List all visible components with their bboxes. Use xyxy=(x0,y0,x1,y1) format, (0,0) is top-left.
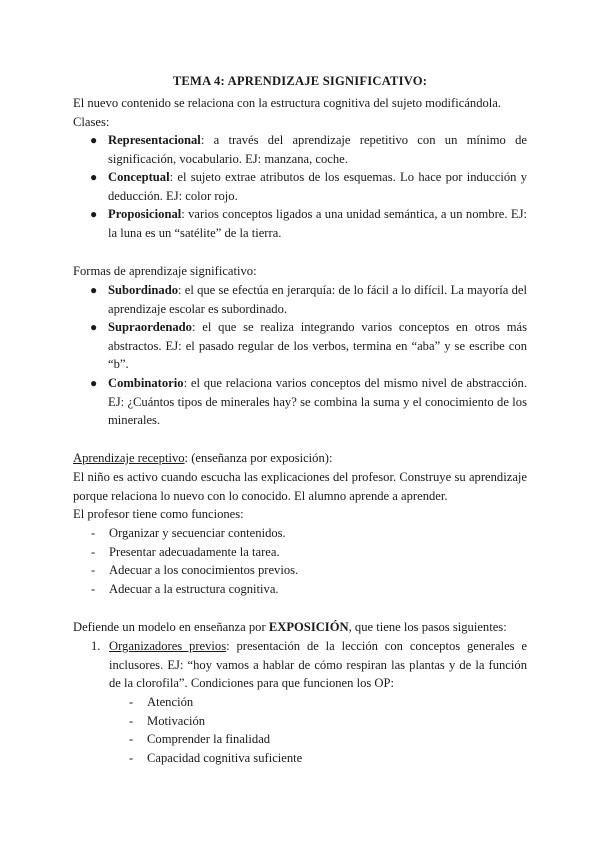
step-text: : presentación de la lección con conceptos generales e inclusores. EJ: “hoy vamos a hablar de cómo respiran las plantas y de la función de la clorofila”. Condiciones para que funcionen los OP: xyxy=(109,639,527,691)
clase-term: Conceptual xyxy=(108,170,170,185)
exposicion-bold: EXPOSICIÓN xyxy=(268,620,349,634)
bullet-icon: ● xyxy=(90,320,98,335)
funciones-label: El profesor tiene como funciones: xyxy=(73,507,244,522)
clases-list xyxy=(90,131,527,243)
forma-text: : el que se efectúa en jerarquía: de lo fácil a lo difícil. La mayoría del aprendizaje escolar es subordinado. xyxy=(108,283,527,316)
list-item: - Capacidad cognitiva suficiente xyxy=(129,750,303,765)
list-item xyxy=(90,131,527,168)
intro-paragraph xyxy=(73,94,527,131)
funciones-list xyxy=(91,524,521,598)
document-title: TEMA 4: APRENDIZAJE SIGNIFICATIVO: xyxy=(172,74,428,88)
bullet-icon: ● xyxy=(90,375,98,390)
formas-label: Formas de aprendizaje significativo: xyxy=(73,264,257,278)
forma-text: : el que se realiza integrando varios conceptos en otros más abstractos. EJ: el pasado regular de los verbos, termina en “aba” y se escribe con “b”. xyxy=(108,320,527,372)
clases-label: Clases: xyxy=(73,114,110,129)
bullet-icon: ● xyxy=(90,207,98,222)
funcion-text: Organizar y secuenciar contenidos. xyxy=(109,526,286,540)
list-item: - Organizar y secuenciar contenidos. xyxy=(91,526,286,540)
receptivo-heading xyxy=(73,449,527,468)
exposicion-steps xyxy=(91,637,527,693)
receptivo-title: Aprendizaje receptivo xyxy=(73,451,185,465)
list-item: - Comprender la finalidad xyxy=(129,732,271,747)
condicion-text: Comprender la finalidad xyxy=(147,732,271,747)
formas-list xyxy=(90,281,527,430)
forma-term: Supraordenado xyxy=(108,320,192,335)
bullet-icon: ● xyxy=(90,170,98,185)
forma-text: : el que relaciona varios conceptos del mismo nivel de abstracción. EJ: ¿Cuántos tipos de minerales hay? se combina la suma y el conocimiento de los minerales. xyxy=(108,375,527,428)
list-item xyxy=(90,374,527,430)
list-item: - Adecuar a los conocimientos previos. xyxy=(91,563,299,578)
receptivo-suffix: : (enseñanza por exposición): xyxy=(184,451,333,465)
exposicion-suffix: , que tiene los pasos siguientes: xyxy=(348,620,507,634)
condicion-text: Atención xyxy=(147,695,194,709)
list-item: - Presentar adecuadamente la tarea. xyxy=(91,544,280,559)
step-term: Organizadores previos xyxy=(109,639,227,653)
funcion-text: Adecuar a la estructura cognitiva. xyxy=(109,581,279,596)
forma-term: Combinatorio xyxy=(108,375,184,390)
exposicion-intro xyxy=(73,618,527,637)
list-item xyxy=(90,281,527,318)
bullet-icon: ● xyxy=(90,133,98,147)
forma-term: Subordinado xyxy=(108,283,179,297)
clase-text: : a través del aprendizaje repetitivo con un mínimo de significación, vocabulario. EJ: manzana, coche. xyxy=(108,133,527,166)
list-item xyxy=(90,168,527,205)
condicion-text: Capacidad cognitiva suficiente xyxy=(147,750,303,765)
list-item xyxy=(90,318,527,374)
list-item: - Atención xyxy=(129,695,194,709)
exposicion-prefix: Defiende un modelo en enseñanza por xyxy=(73,620,269,634)
step-number: 1. xyxy=(91,639,101,653)
list-item: - Adecuar a la estructura cognitiva. xyxy=(91,581,279,596)
receptivo-text: El niño es activo cuando escucha las explicaciones del profesor. Construye su aprendizaje porque relaciona lo nuevo con lo conocido. El alumno aprende a aprender. xyxy=(73,470,527,503)
list-item xyxy=(91,637,527,693)
clase-term: Representacional xyxy=(108,133,201,147)
clase-term: Proposicional xyxy=(108,207,182,222)
clase-text: : el sujeto extrae atributos de los esquemas. Lo hace por inducción y deducción. EJ: color rojo. xyxy=(108,170,527,203)
bullet-icon: ● xyxy=(90,283,98,297)
condiciones-list xyxy=(129,693,559,767)
receptivo-paragraph xyxy=(73,468,527,524)
funcion-text: Adecuar a los conocimientos previos. xyxy=(109,563,299,578)
clase-text: : varios conceptos ligados a una unidad semántica, a un nombre. EJ: la luna es un “satélite” de la tierra. xyxy=(108,207,527,240)
condicion-text: Motivación xyxy=(147,713,206,728)
list-item xyxy=(90,205,527,242)
funcion-text: Presentar adecuadamente la tarea. xyxy=(109,544,280,559)
list-item: - Motivación xyxy=(129,713,206,728)
intro-text: El nuevo contenido se relaciona con la estructura cognitiva del sujeto modificándola. xyxy=(73,96,502,110)
